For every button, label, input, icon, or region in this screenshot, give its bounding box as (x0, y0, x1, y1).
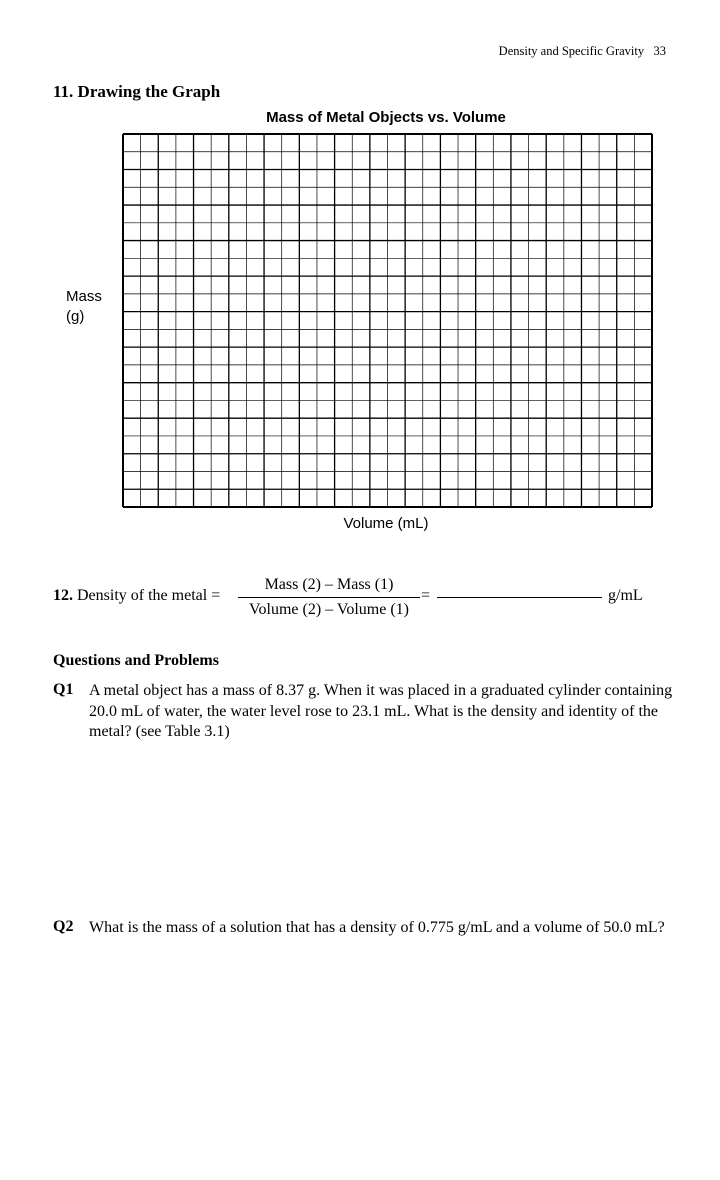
density-answer-blank[interactable] (437, 597, 602, 598)
density-fraction (238, 575, 420, 620)
density-unit: g/mL (608, 587, 643, 604)
q2-label: Q2 (53, 918, 74, 935)
section-11-title: 11. Drawing the Graph (53, 82, 221, 101)
density-label-text: Density of the metal = (77, 587, 221, 604)
equals-sign: = (421, 587, 431, 604)
graph-x-axis-label: Volume (mL) (343, 515, 429, 532)
q1-label: Q1 (53, 681, 74, 698)
y-axis-label-line2: (g) (66, 308, 85, 325)
graph-y-axis-label (66, 287, 102, 327)
fraction-numerator: Mass (2) – Mass (1) (264, 576, 394, 593)
q2-text: What is the mass of a solution that has a density of 0.775 g/mL and a volume of 50.0 mL? (89, 919, 665, 936)
density-equation-label (53, 587, 220, 605)
fraction-bar (238, 597, 420, 598)
graph-grid (122, 133, 653, 508)
q1-text: A metal object has a mass of 8.37 g. When it was placed in a graduated cylinder containing 20.0 mL of water, the water level rose to 23.1 mL. What is the density and identity of the metal? (see Table 3.1) (89, 682, 673, 740)
section-12-number: 12. (53, 587, 73, 604)
y-axis-label-line1: Mass (66, 288, 102, 305)
running-title: Density and Specific Gravity (498, 44, 645, 58)
page-header (499, 44, 666, 59)
graph-title: Mass of Metal Objects vs. Volume (266, 109, 506, 126)
questions-title: Questions and Problems (53, 652, 219, 669)
fraction-denominator: Volume (2) – Volume (1) (249, 601, 409, 618)
page-number: 33 (653, 44, 666, 58)
